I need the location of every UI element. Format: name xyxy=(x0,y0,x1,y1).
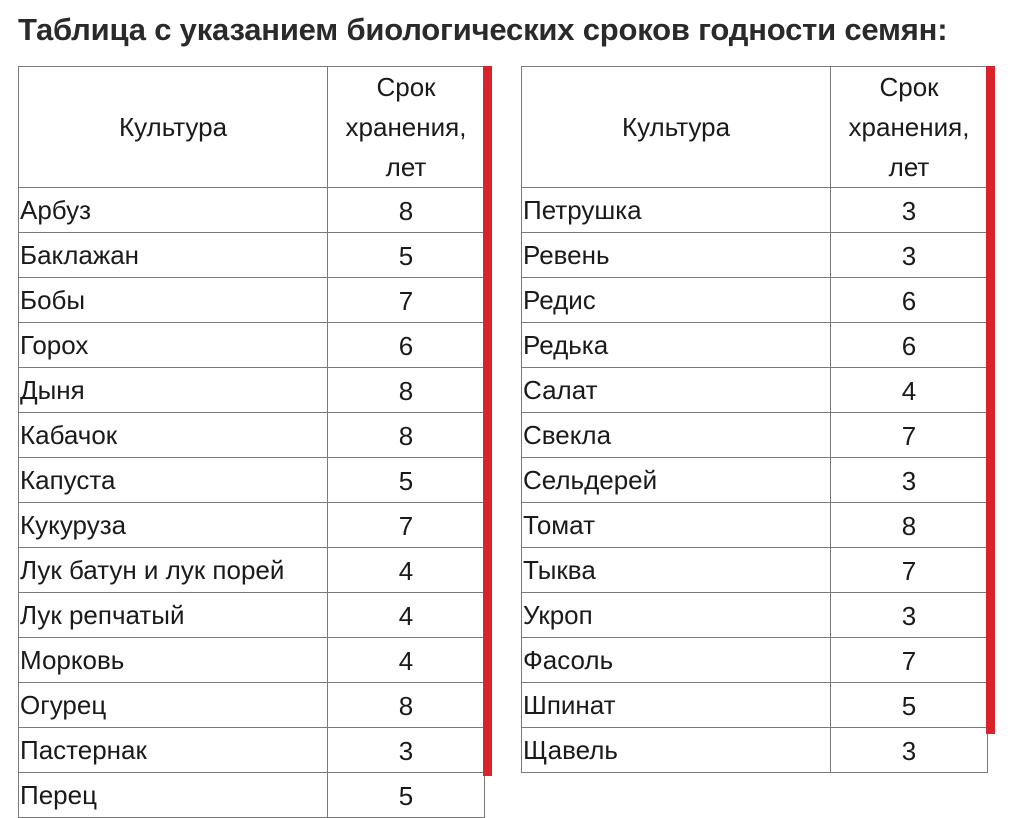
culture-name-cell: Бобы xyxy=(19,278,328,323)
culture-name-cell: Ревень xyxy=(522,233,831,278)
culture-name-cell: Морковь xyxy=(19,638,328,683)
table-row xyxy=(522,413,988,458)
accent-bar xyxy=(483,66,492,776)
storage-years-cell: 8 xyxy=(328,413,485,458)
table-row xyxy=(19,368,485,413)
table-body xyxy=(522,188,988,773)
culture-name-cell: Огурец xyxy=(19,683,328,728)
culture-name-cell: Кабачок xyxy=(19,413,328,458)
storage-years-cell: 7 xyxy=(328,278,485,323)
table-row xyxy=(19,413,485,458)
storage-years-cell: 6 xyxy=(831,278,988,323)
table-row xyxy=(19,188,485,233)
table-row xyxy=(522,323,988,368)
storage-years-cell: 3 xyxy=(831,188,988,233)
culture-name-cell: Шпинат xyxy=(522,683,831,728)
storage-years-cell: 7 xyxy=(328,503,485,548)
storage-years-cell: 3 xyxy=(831,728,988,773)
table-row xyxy=(19,278,485,323)
storage-years-cell: 4 xyxy=(831,368,988,413)
seed-lifespan-table xyxy=(521,66,988,773)
seed-table-right xyxy=(521,66,988,773)
table-row xyxy=(19,773,485,818)
table-row xyxy=(522,638,988,683)
table-row xyxy=(19,593,485,638)
storage-years-cell: 5 xyxy=(328,458,485,503)
culture-column-header: Культура xyxy=(19,67,328,188)
table-row xyxy=(19,458,485,503)
culture-name-cell: Редис xyxy=(522,278,831,323)
table-header-row xyxy=(522,67,988,188)
table-row xyxy=(19,233,485,278)
table-row xyxy=(522,458,988,503)
storage-years-cell: 7 xyxy=(831,413,988,458)
table-body xyxy=(19,188,485,818)
storage-years-cell: 3 xyxy=(831,233,988,278)
header-line: лет xyxy=(888,152,930,182)
table-row xyxy=(522,278,988,323)
storage-years-cell: 4 xyxy=(328,593,485,638)
culture-name-cell: Горох xyxy=(19,323,328,368)
table-row xyxy=(19,503,485,548)
culture-name-cell: Лук батун и лук порей xyxy=(19,548,328,593)
header-line: хранения, xyxy=(345,112,467,142)
culture-column-header: Культура xyxy=(522,67,831,188)
seed-table-left xyxy=(18,66,485,818)
storage-years-cell: 7 xyxy=(831,638,988,683)
table-row xyxy=(522,683,988,728)
storage-years-cell: 3 xyxy=(831,458,988,503)
seed-lifespan-table xyxy=(18,66,485,818)
table-row xyxy=(522,728,988,773)
culture-name-cell: Перец xyxy=(19,773,328,818)
table-row xyxy=(19,638,485,683)
culture-name-cell: Лук репчатый xyxy=(19,593,328,638)
culture-name-cell: Укроп xyxy=(522,593,831,638)
storage-years-cell: 6 xyxy=(328,323,485,368)
storage-years-cell: 8 xyxy=(328,368,485,413)
header-line: Срок xyxy=(376,72,436,102)
storage-years-cell: 5 xyxy=(328,773,485,818)
page-title: Таблица с указанием биологических сроков годности семян: xyxy=(18,12,948,47)
storage-years-cell: 5 xyxy=(831,683,988,728)
accent-bar xyxy=(986,66,995,734)
culture-name-cell: Арбуз xyxy=(19,188,328,233)
storage-years-cell: 3 xyxy=(831,593,988,638)
storage-years-cell: 5 xyxy=(328,233,485,278)
storage-years-cell: 4 xyxy=(328,548,485,593)
storage-years-cell: 4 xyxy=(328,638,485,683)
table-row xyxy=(522,233,988,278)
table-row xyxy=(19,323,485,368)
culture-name-cell: Дыня xyxy=(19,368,328,413)
header-line: хранения, xyxy=(848,112,970,142)
table-row xyxy=(522,548,988,593)
table-row xyxy=(522,503,988,548)
culture-name-cell: Пастернак xyxy=(19,728,328,773)
storage-years-cell: 7 xyxy=(831,548,988,593)
table-row xyxy=(19,728,485,773)
storage-years-cell: 6 xyxy=(831,323,988,368)
storage-years-cell: 8 xyxy=(831,503,988,548)
culture-name-cell: Свекла xyxy=(522,413,831,458)
culture-name-cell: Капуста xyxy=(19,458,328,503)
culture-name-cell: Салат xyxy=(522,368,831,413)
culture-name-cell: Редька xyxy=(522,323,831,368)
table-row xyxy=(19,548,485,593)
culture-name-cell: Томат xyxy=(522,503,831,548)
culture-name-cell: Щавель xyxy=(522,728,831,773)
storage-years-cell: 8 xyxy=(328,188,485,233)
storage-term-column-header xyxy=(328,67,485,188)
culture-name-cell: Сельдерей xyxy=(522,458,831,503)
table-row xyxy=(522,368,988,413)
culture-name-cell: Тыква xyxy=(522,548,831,593)
header-line: лет xyxy=(385,152,427,182)
header-line: Срок xyxy=(879,72,939,102)
table-row xyxy=(19,683,485,728)
table-row xyxy=(522,188,988,233)
table-header-row xyxy=(19,67,485,188)
culture-name-cell: Баклажан xyxy=(19,233,328,278)
storage-years-cell: 8 xyxy=(328,683,485,728)
table-row xyxy=(522,593,988,638)
culture-name-cell: Фасоль xyxy=(522,638,831,683)
culture-name-cell: Кукуруза xyxy=(19,503,328,548)
storage-term-column-header xyxy=(831,67,988,188)
storage-years-cell: 3 xyxy=(328,728,485,773)
culture-name-cell: Петрушка xyxy=(522,188,831,233)
